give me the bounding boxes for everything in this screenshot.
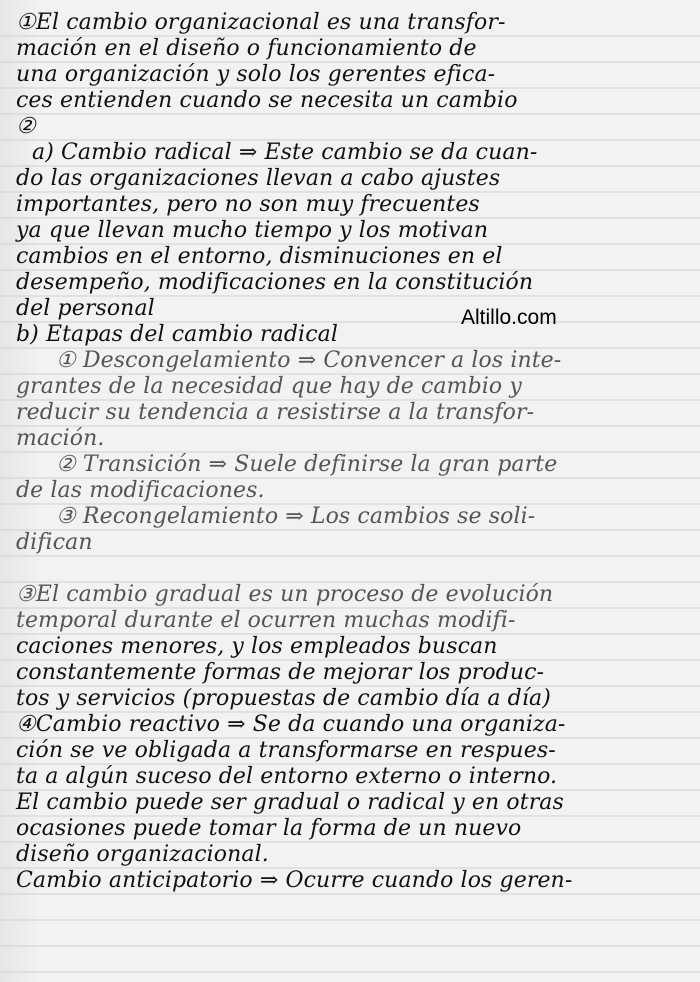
note-line: temporal durante el ocurren muchas modifi- — [16, 608, 516, 633]
handwritten-notes — [16, 10, 686, 894]
note-line: tos y servicios (propuestas de cambio día a día) — [16, 686, 551, 711]
note-line: importantes, pero no son muy frecuentes — [16, 192, 480, 217]
section-number: ② — [16, 114, 36, 139]
note-line: a) Cambio radical ⇒ Este cambio se da cuan- — [32, 140, 538, 165]
note-line: del personal — [16, 296, 155, 321]
note-line: de las modificaciones. — [16, 478, 265, 503]
watermark: Altillo.com — [461, 306, 557, 329]
note-line: ces entienden cuando se necesita un cambio — [16, 88, 518, 113]
note-line: ocasiones puede tomar la forma de un nuevo — [16, 816, 522, 841]
note-line: mación. — [16, 426, 105, 451]
note-line: ③ Recongelamiento ⇒ Los cambios se soli- — [56, 504, 536, 529]
note-line: Cambio anticipatorio ⇒ Ocurre cuando los geren- — [16, 868, 573, 893]
note-line: ④Cambio reactivo ⇒ Se da cuando una organiza- — [16, 712, 566, 737]
note-line: ción se ve obligada a transformarse en respues- — [16, 738, 556, 763]
note-line: desempeño, modificaciones en la constitución — [16, 270, 534, 295]
note-line: ya que llevan mucho tiempo y los motivan — [16, 218, 489, 243]
note-line: difican — [16, 530, 93, 555]
note-line: diseño organizacional. — [16, 842, 269, 867]
note-line: ① Descongelamiento ⇒ Convencer a los inte- — [56, 348, 562, 373]
note-line: b) Etapas del cambio radical — [16, 322, 338, 347]
note-line: ② Transición ⇒ Suele definirse la gran parte — [56, 452, 558, 477]
note-line: una organización y solo los gerentes efica- — [16, 62, 496, 87]
note-line: ①El cambio organizacional es una transfor- — [16, 10, 506, 35]
blank-line — [16, 556, 686, 582]
note-line: mación en el diseño o funcionamiento de — [16, 36, 477, 61]
note-line: ③El cambio gradual es un proceso de evolución — [16, 582, 554, 607]
note-line: do las organizaciones llevan a cabo ajustes — [16, 166, 501, 191]
note-line: ta a algún suceso del entorno externo o interno. — [16, 764, 558, 789]
note-line: constantemente formas de mejorar los produc- — [16, 660, 545, 685]
note-line: caciones menores, y los empleados buscan — [16, 634, 498, 659]
note-line: El cambio puede ser gradual o radical y en otras — [16, 790, 564, 815]
note-line: reducir su tendencia a resistirse a la transfor- — [16, 400, 535, 425]
note-line: cambios en el entorno, disminuciones en el — [16, 244, 503, 269]
note-line: grantes de la necesidad que hay de cambio y — [16, 374, 522, 399]
